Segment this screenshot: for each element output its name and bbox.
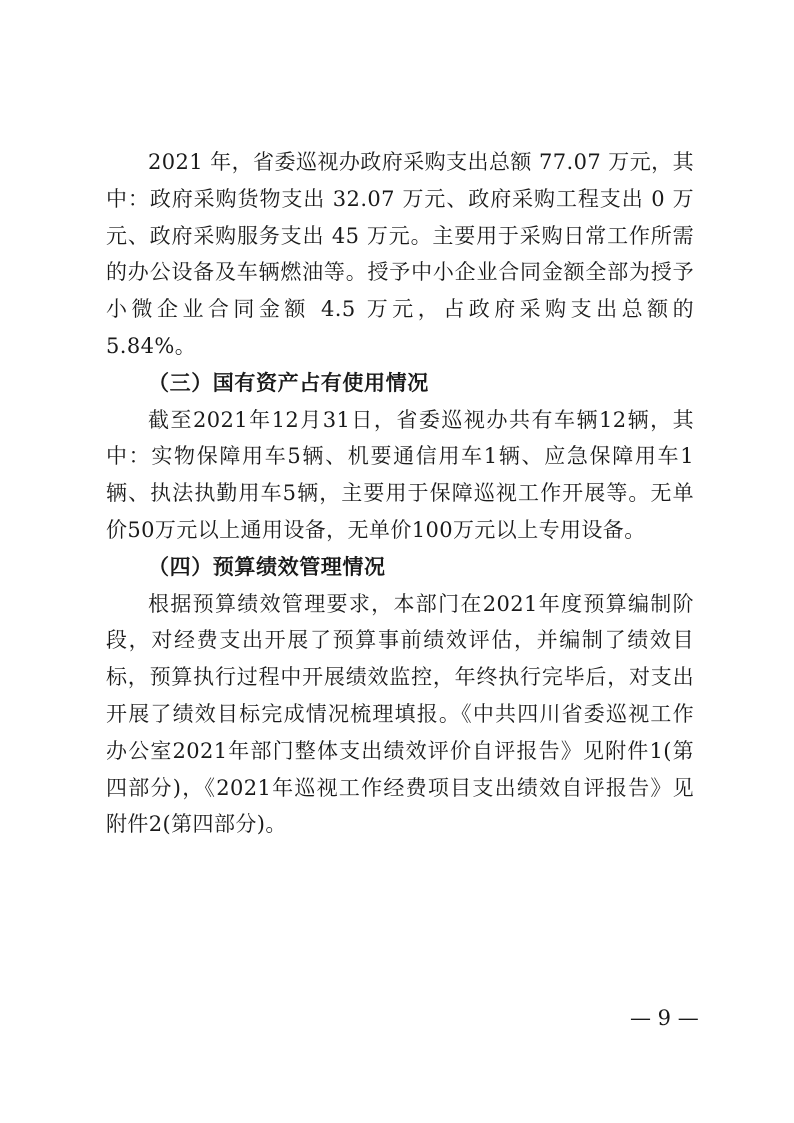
paragraph-state-assets: 截至2021年12月31日，省委巡视办共有车辆12辆，其中：实物保障用车5辆、机要通信用车1辆、应急保障用车1辆、执法执勤用车5辆，主要用于保障巡视工作开展等。无单价50万元以上通用设备，无单价100万元以上专用设备。	[106, 407, 694, 542]
section-heading-state-assets: （三）国有资产占有使用情况	[148, 370, 429, 395]
document-body	[106, 144, 694, 843]
section-heading-performance-management: （四）预算绩效管理情况	[148, 554, 386, 579]
page-number: — 9 —	[630, 1006, 699, 1030]
paragraph-performance-management: 根据预算绩效管理要求，本部门在2021年度预算编制阶段，对经费支出开展了预算事前绩效评估，并编制了绩效目标，预算执行过程中开展绩效监控，年终执行完毕后，对支出开展了绩效目标完成情况梳理填报。《中共四川省委巡视工作办公室2021年部门整体支出绩效评价自评报告》见附件1(第四部分)，《2021年巡视工作经费项目支出绩效自评报告》见附件2(第四部分)。	[106, 591, 694, 837]
paragraph-procurement: 2021 年，省委巡视办政府采购支出总额 77.07 万元，其中：政府采购货物支出 32.07 万元、政府采购工程支出 0 万元、政府采购服务支出 45 万元。主要用于采购日常工作所需的办公设备及车辆燃油等。授予中小企业合同金额全部为授予小微企业合同金额 4.5 万元，占政府采购支出总额的 5.84%。	[106, 150, 694, 358]
